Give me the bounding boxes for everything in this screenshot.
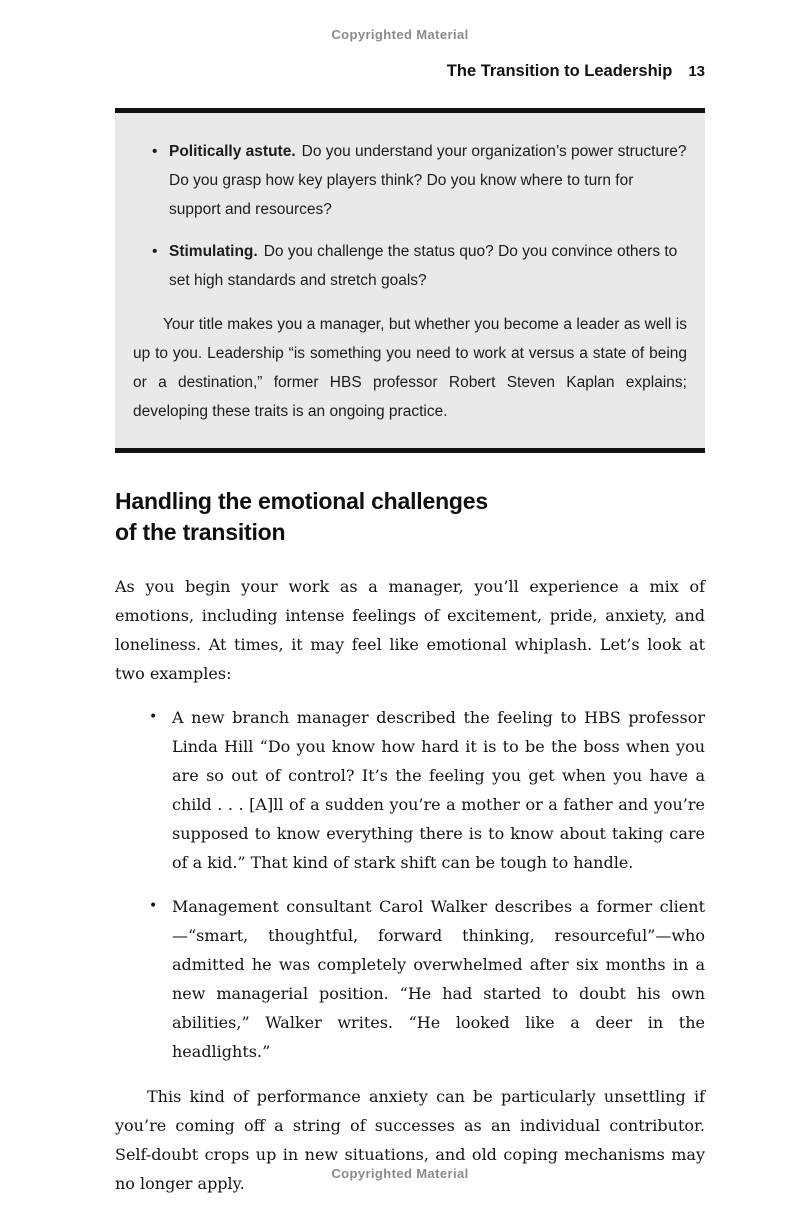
callout-bullet-politically-astute	[133, 137, 687, 224]
callout-bullet-lead: Politically astute.	[169, 143, 296, 160]
section-heading-line2: of the transition	[115, 519, 286, 545]
closing-paragraph: This kind of performance anxiety can be particularly unsettling if you’re coming off a string of successes as an individual contributor. Self-doubt crops up in new situations, and old coping mechanisms may no longer apply.	[115, 1087, 705, 1193]
section-heading	[115, 486, 705, 548]
page-number: 13	[688, 63, 705, 80]
callout-bullet-lead: Stimulating.	[169, 243, 258, 260]
copyright-notice-bottom: Copyrighted Material	[331, 1166, 469, 1181]
callout-bullet-text	[169, 237, 687, 295]
example-bullet-carol-walker: • Management consultant Carol Walker describes a former client—“smart, thoughtful, forward thinking, resourceful”—who admitted he was completely overwhelmed after six months in a new managerial position. “He had started to doubt his own abilities,” Walker writes. “He looked like a deer in the headlights.”	[115, 892, 705, 1066]
section-heading-line1: Handling the emotional challenges	[115, 488, 488, 514]
callout-bullet-body: Do you understand your organization’s power structure? Do you grasp how key players think? Do you know where to turn for support and resources?	[169, 143, 687, 218]
callout-bullet-stimulating	[133, 237, 687, 295]
intro-paragraph: As you begin your work as a manager, you’ll experience a mix of emotions, including intense feelings of excitement, pride, anxiety, and loneliness. At times, it may feel like emotional whiplash. Let’s look at two examples:	[115, 577, 705, 683]
callout-box	[115, 108, 705, 453]
running-header	[115, 62, 705, 81]
page-content	[115, 62, 705, 1198]
example-bullet-branch-manager: • A new branch manager described the feeling to HBS professor Linda Hill “Do you know how hard it is to be the boss when you are so out of control? It’s the feeling you get when you have a child . . . [A]ll of a sudden you’re a mother or a father and you’re supposed to know everything there is to know about taking care of a kid.” That kind of stark shift can be tough to handle.	[115, 703, 705, 877]
callout-bullet-text	[169, 137, 687, 224]
copyright-notice-top: Copyrighted Material	[331, 27, 469, 42]
callout-paragraph: Your title makes you a manager, but whether you become a leader as well is up to you. Leadership “is something you need to work at versus a state of being or a destination,” former HBS professor Robert Steven Kaplan explains; developing these traits is an ongoing practice.	[133, 316, 687, 420]
running-header-title: The Transition to Leadership	[446, 62, 673, 80]
callout-bullet-body: Do you challenge the status quo? Do you convince others to set high standards and stretch goals?	[169, 243, 678, 289]
